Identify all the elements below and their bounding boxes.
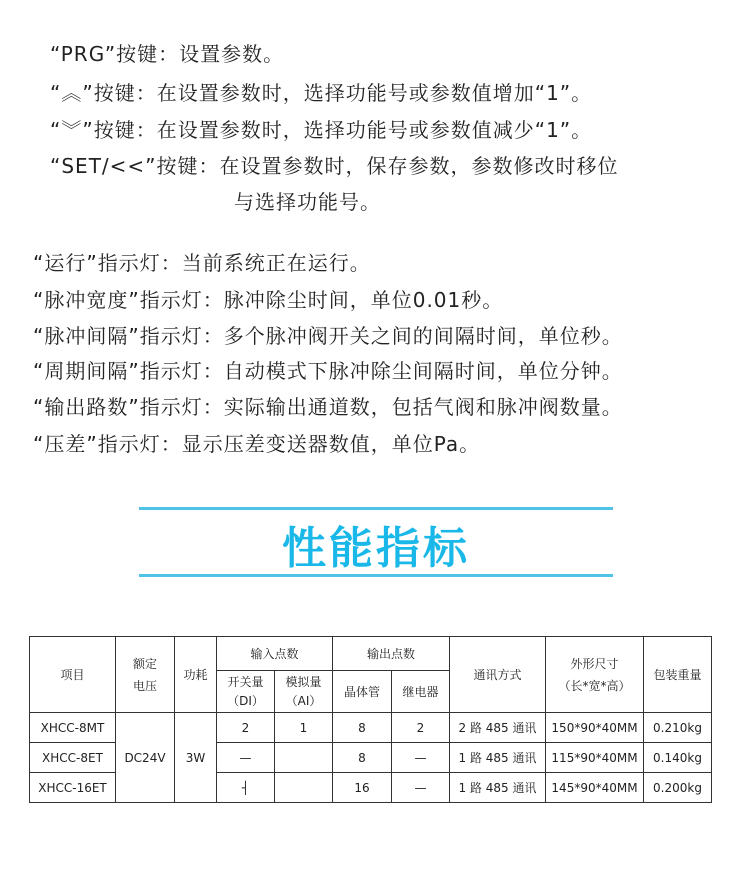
cell-relay: —	[392, 773, 450, 803]
title-bottom-rule	[139, 574, 613, 577]
up-key-description: “︽”按键：在设置参数时，选择功能号或参数值增加“1”。	[50, 81, 593, 105]
cell-relay: 2	[392, 713, 450, 743]
header-size: 外形尺寸 （长*宽*高）	[546, 637, 644, 713]
header-transistor: 晶体管	[333, 671, 392, 713]
pulse-width-indicator-description: “脉冲宽度”指示灯：脉冲除尘时间，单位0.01秒。	[33, 288, 504, 312]
cell-weight: 0.210kg	[644, 713, 712, 743]
pulse-interval-indicator-description: “脉冲间隔”指示灯：多个脉冲阀开关之间的间隔时间，单位秒。	[33, 324, 623, 348]
header-ai: 模拟量 （AI）	[275, 671, 333, 713]
cycle-interval-indicator-description: “周期间隔”指示灯：自动模式下脉冲除尘间隔时间，单位分钟。	[33, 359, 623, 383]
cell-comm: 2 路 485 通讯	[450, 713, 546, 743]
cell-relay: —	[392, 743, 450, 773]
cell-item: XHCC-8MT	[30, 713, 116, 743]
pressure-diff-indicator-description: “压差”指示灯：显示压差变送器数值，单位Pa。	[33, 432, 481, 456]
run-indicator-description: “运行”指示灯：当前系统正在运行。	[33, 251, 371, 275]
cell-size: 115*90*40MM	[546, 743, 644, 773]
header-comm: 通讯方式	[450, 637, 546, 713]
cell-size: 145*90*40MM	[546, 773, 644, 803]
cell-item: XHCC-8ET	[30, 743, 116, 773]
spec-table	[29, 636, 712, 803]
cell-comm: 1 路 485 通讯	[450, 773, 546, 803]
header-voltage: 额定 电压	[116, 637, 175, 713]
header-power: 功耗	[175, 637, 217, 713]
header-di: 开关量 （DI）	[217, 671, 275, 713]
set-key-description: “SET/<<”按键：在设置参数时，保存参数，参数修改时移位	[50, 154, 619, 178]
cell-weight: 0.200kg	[644, 773, 712, 803]
header-relay: 继电器	[392, 671, 450, 713]
down-key-description: “︾”按键：在设置参数时，选择功能号或参数值减少“1”。	[50, 118, 593, 142]
section-title: 性能指标	[282, 523, 470, 574]
set-key-description-cont: 与选择功能号。	[234, 190, 381, 214]
output-count-indicator-description: “输出路数”指示灯：实际输出通道数，包括气阀和脉冲阀数量。	[33, 395, 623, 419]
header-weight: 包装重量	[644, 637, 712, 713]
title-top-rule	[139, 507, 613, 510]
cell-di: 2	[217, 713, 275, 743]
cell-ai	[275, 773, 333, 803]
header-output-points: 输出点数	[333, 637, 450, 671]
header-item: 项目	[30, 637, 116, 713]
cell-comm: 1 路 485 通讯	[450, 743, 546, 773]
cell-transistor: 8	[333, 743, 392, 773]
cell-item: XHCC-16ET	[30, 773, 116, 803]
cell-di: —	[217, 743, 275, 773]
cell-voltage: DC24V	[116, 713, 175, 803]
cell-ai	[275, 743, 333, 773]
cell-power: 3W	[175, 713, 217, 803]
cell-size: 150*90*40MM	[546, 713, 644, 743]
cell-transistor: 8	[333, 713, 392, 743]
header-input-points: 输入点数	[217, 637, 333, 671]
table-row	[30, 713, 712, 743]
section-header	[139, 507, 613, 577]
prg-key-description: “PRG”按键：设置参数。	[50, 42, 285, 66]
cell-di: ┤	[217, 773, 275, 803]
cell-ai: 1	[275, 713, 333, 743]
cell-weight: 0.140kg	[644, 743, 712, 773]
cell-transistor: 16	[333, 773, 392, 803]
